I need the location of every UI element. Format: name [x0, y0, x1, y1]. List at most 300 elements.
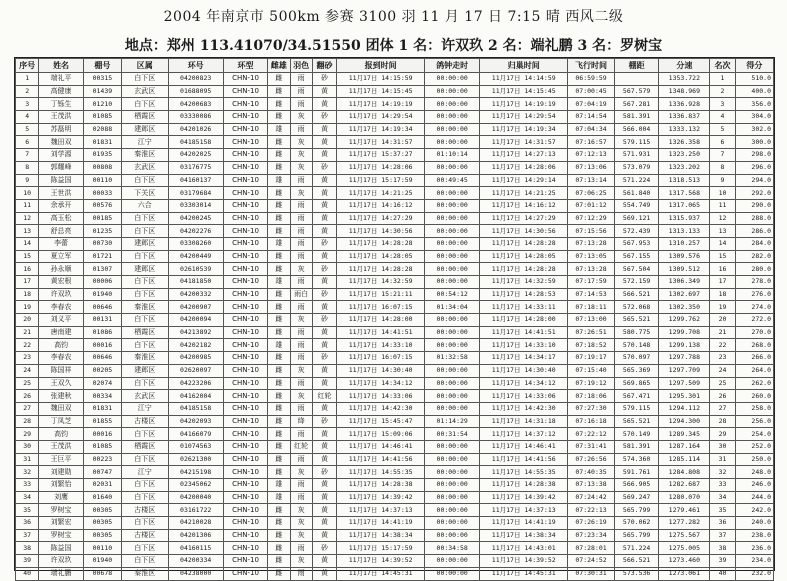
table-cell: 00:31:54 [425, 428, 480, 441]
table-cell: 07:13:05 [568, 250, 615, 263]
table-cell: 11月17日 14:42:30 [337, 402, 425, 415]
table-cell: 00:00:00 [425, 504, 480, 517]
table-cell: CHN-10 [223, 555, 268, 568]
table-cell: 294.0 [735, 174, 773, 187]
table-cell: 雨 [290, 174, 312, 187]
column-header: 棚距 [614, 59, 659, 73]
table-cell: 07:22:13 [568, 504, 615, 517]
table-cell: 01935 [83, 149, 121, 162]
table-cell: 4 [16, 111, 39, 124]
table-cell: CHN-10 [223, 339, 268, 352]
table-cell: 00:00:00 [425, 326, 480, 339]
table-cell: 雌 [268, 364, 290, 377]
table-cell: 白下区 [121, 428, 168, 441]
table-cell: CHN-10 [223, 415, 268, 428]
table-cell: 1302.697 [659, 288, 710, 301]
table-cell: CHN-10 [223, 377, 268, 390]
table-cell: 11月17日 14:41:56 [480, 453, 568, 466]
table-cell: 夏立军 [39, 250, 84, 263]
table-cell: CHN-10 [223, 123, 268, 136]
table-cell: 00110 [83, 174, 121, 187]
table-cell: 30 [710, 440, 735, 453]
table-cell: 03161722 [168, 504, 223, 517]
table-cell: 1273.061 [659, 567, 710, 580]
table-cell: 01940 [83, 288, 121, 301]
table-cell: 白下区 [121, 288, 168, 301]
table-cell: 11月17日 14:37:12 [480, 428, 568, 441]
table-cell: CHN-10 [223, 428, 268, 441]
table-cell: 02074 [83, 377, 121, 390]
table-cell: 11月17日 14:41:51 [480, 326, 568, 339]
table-cell: 567.504 [614, 263, 659, 276]
column-header: 名次 [710, 59, 735, 73]
table-cell: 黄 [312, 149, 336, 162]
table-cell: 18 [16, 288, 39, 301]
table-cell: 26 [710, 390, 735, 403]
table-cell: 07:15:40 [568, 364, 615, 377]
table-cell: 00:00:00 [425, 517, 480, 530]
table-cell: 雨 [290, 402, 312, 415]
table-cell: 11月17日 15:17:59 [337, 542, 425, 555]
table-cell: 11月17日 14:31:57 [480, 136, 568, 149]
table-cell: CHN-10 [223, 326, 268, 339]
table-cell: 7 [16, 149, 39, 162]
table-cell: 07:06:25 [568, 187, 615, 200]
table-header-row [16, 59, 774, 73]
table-cell: 12 [16, 212, 39, 225]
table-cell: 232.0 [735, 567, 773, 580]
table-cell: 雄 [268, 174, 290, 187]
table-cell: 29 [710, 428, 735, 441]
table-cell: 灰 [290, 149, 312, 162]
table-cell: 秦淮区 [121, 301, 168, 314]
table-cell: 雌 [268, 390, 290, 403]
table-cell: 11月17日 14:28:28 [337, 237, 425, 250]
table-cell: 砂 [312, 73, 336, 86]
table-cell: 07:26:19 [568, 517, 615, 530]
table-row [16, 123, 774, 136]
table-cell: 00:00:00 [425, 377, 480, 390]
table-cell: 11月17日 14:27:29 [337, 212, 425, 225]
table-cell: 04200040 [168, 491, 223, 504]
table-row [16, 504, 774, 517]
table-cell: 唐南建 [39, 326, 84, 339]
table-cell: 黄 [312, 517, 336, 530]
table-cell: 雨 [290, 453, 312, 466]
table-cell: 570.149 [614, 428, 659, 441]
table-cell: 刘繁宏 [39, 517, 84, 530]
table-cell: 04200823 [168, 73, 223, 86]
table-cell: 雌 [268, 377, 290, 390]
table-cell: 07:18:11 [568, 301, 615, 314]
table-cell: 江宁 [121, 466, 168, 479]
table-cell: 510.0 [735, 73, 773, 86]
table-cell: 1 [710, 73, 735, 86]
table-cell: CHN-10 [223, 440, 268, 453]
table-cell: 11月17日 14:29:54 [480, 111, 568, 124]
table-cell: 栖霞区 [121, 111, 168, 124]
table-cell: 565.521 [614, 415, 659, 428]
table-cell: 雨 [290, 377, 312, 390]
table-cell: 31 [710, 453, 735, 466]
table-cell: 01:10:14 [425, 149, 480, 162]
table-cell: 雌 [268, 111, 290, 124]
table-row [16, 237, 774, 250]
table-cell: CHN-10 [223, 111, 268, 124]
table-cell: 1280.070 [659, 491, 710, 504]
table-cell: 01940 [83, 555, 121, 568]
table-cell: 11月17日 14:28:28 [337, 263, 425, 276]
table-cell: 07:19:17 [568, 352, 615, 365]
table-cell: 江宁 [121, 402, 168, 415]
table-cell: 刘建勋 [39, 466, 84, 479]
table-cell: 07:13:00 [568, 314, 615, 327]
table-cell: 11月17日 14:31:18 [480, 415, 568, 428]
column-header: 鸽钟走时 [425, 59, 480, 73]
table-cell: 绛 [290, 415, 312, 428]
table-cell: 238.0 [735, 529, 773, 542]
table-cell: 01831 [83, 402, 121, 415]
table-cell: 1295.301 [659, 390, 710, 403]
table-cell: 11月17日 14:34:12 [337, 377, 425, 390]
table-cell: 雌 [268, 314, 290, 327]
table-cell: CHN-10 [223, 263, 268, 276]
column-header: 报到时间 [337, 59, 425, 73]
table-cell: 1336.928 [659, 98, 710, 111]
table-cell: 11月17日 15:37:27 [337, 149, 425, 162]
table-cell: CHN-10 [223, 517, 268, 530]
table-cell: CHN-10 [223, 250, 268, 263]
table-cell: 01439 [83, 85, 121, 98]
table-cell: 11月17日 14:45:31 [337, 567, 425, 580]
table-cell: 280.0 [735, 263, 773, 276]
table-cell: 00:00:00 [425, 187, 480, 200]
table-cell: 298.0 [735, 149, 773, 162]
table-cell: 魏田双 [39, 402, 84, 415]
table-cell: 00:00:00 [425, 276, 480, 289]
table-row [16, 174, 774, 187]
table-cell: CHN-10 [223, 199, 268, 212]
table-cell: 玄武区 [121, 390, 168, 403]
table-cell: 00646 [83, 352, 121, 365]
table-cell: 建邺区 [121, 263, 168, 276]
table-cell: 246.0 [735, 479, 773, 492]
table-cell: 17 [710, 276, 735, 289]
table-cell: 01:14:29 [425, 415, 480, 428]
table-cell: 11月17日 14:28:06 [337, 161, 425, 174]
table-row [16, 199, 774, 212]
table-cell: 1317.065 [659, 199, 710, 212]
table-cell: 高玉松 [39, 212, 84, 225]
table-cell: 00305 [83, 529, 121, 542]
table-row [16, 339, 774, 352]
page-title: 2004 年南京市 500km 参赛 3100 羽 11 月 17 日 7:15 晴 西风二级 [163, 9, 624, 25]
table-cell: 雨 [290, 542, 312, 555]
table-cell: CHN-10 [223, 352, 268, 365]
table-cell: 雌 [268, 440, 290, 453]
table-cell: 07:12:13 [568, 149, 615, 162]
table-cell: 570.097 [614, 352, 659, 365]
table-cell: 黄 [312, 339, 336, 352]
table-cell: 11月17日 14:41:19 [480, 517, 568, 530]
table-cell: 00223 [83, 453, 121, 466]
table-cell: 04201026 [168, 123, 223, 136]
table-cell: 雨 [290, 301, 312, 314]
table-cell: 11月17日 14:46:41 [480, 440, 568, 453]
table-cell: 39 [16, 555, 39, 568]
table-cell: 34 [710, 491, 735, 504]
table-cell: 07:30:31 [568, 567, 615, 580]
table-cell: 白下区 [121, 225, 168, 238]
table-cell: 561.840 [614, 187, 659, 200]
table-cell: 六合 [121, 199, 168, 212]
table-cell: 11月17日 14:19:34 [480, 123, 568, 136]
table-cell: 04200907 [168, 301, 223, 314]
table-cell: 雄 [268, 479, 290, 492]
table-cell: 00:00:00 [425, 479, 480, 492]
table-cell: 高钧 [39, 428, 84, 441]
table-cell: 252.0 [735, 440, 773, 453]
table-cell: 304.0 [735, 111, 773, 124]
table-cell: 雌 [268, 73, 290, 86]
table-cell: 白下区 [121, 73, 168, 86]
table-cell: 黄 [312, 199, 336, 212]
table-cell: 9 [710, 174, 735, 187]
table-cell: 20 [16, 314, 39, 327]
table-cell: CHN-10 [223, 288, 268, 301]
table-cell: 雄 [268, 237, 290, 250]
table-cell: 11月17日 14:28:28 [480, 237, 568, 250]
table-cell: 07:27:30 [568, 402, 615, 415]
table-cell: 王世洪 [39, 187, 84, 200]
table-cell: 黄 [312, 453, 336, 466]
table-cell: 00:00:00 [425, 111, 480, 124]
table-cell: 04202025 [168, 149, 223, 162]
table-row [16, 73, 774, 86]
table-cell: 黄宏根 [39, 276, 84, 289]
table-cell: 1285.114 [659, 453, 710, 466]
table-cell: 21 [16, 326, 39, 339]
table-cell: 11月17日 14:39:42 [480, 491, 568, 504]
table-cell: 248.0 [735, 466, 773, 479]
table-row [16, 85, 774, 98]
table-cell: 02621300 [168, 453, 223, 466]
table-cell: 00:00:00 [425, 199, 480, 212]
table-row [16, 529, 774, 542]
table-cell: 11月17日 14:29:54 [337, 111, 425, 124]
table-cell: 王茂洪 [39, 111, 84, 124]
table-row [16, 98, 774, 111]
table-cell: 244.0 [735, 491, 773, 504]
column-header: 棚号 [83, 59, 121, 73]
table-cell: 雨 [290, 339, 312, 352]
table-cell: CHN-10 [223, 85, 268, 98]
table-cell: 11月17日 14:28:38 [337, 479, 425, 492]
table-cell: 00:00:00 [425, 250, 480, 263]
table-cell: 00:00:00 [425, 440, 480, 453]
table-cell: 灰 [290, 517, 312, 530]
table-cell: 11月17日 14:30:56 [337, 225, 425, 238]
table-cell: 王茂洪 [39, 440, 84, 453]
table-cell: 06:59:59 [568, 73, 615, 86]
table-cell: 黄 [312, 428, 336, 441]
table-cell: 11月17日 14:30:40 [337, 364, 425, 377]
column-header: 归巢时间 [480, 59, 568, 73]
table-cell: 04223206 [168, 377, 223, 390]
table-cell: 王双久 [39, 377, 84, 390]
table-cell: 雌 [268, 187, 290, 200]
table-cell: 01085 [83, 440, 121, 453]
table-cell: 03308260 [168, 237, 223, 250]
table-cell: 黄 [312, 567, 336, 580]
table-cell: 01210 [83, 98, 121, 111]
table-cell: 雨 [290, 212, 312, 225]
table-cell: 雌 [268, 225, 290, 238]
table-cell: 雨 [290, 237, 312, 250]
table-cell: 15 [710, 250, 735, 263]
table-cell: 07:22:12 [568, 428, 615, 441]
table-cell: 11月17日 14:33:10 [480, 339, 568, 352]
table-cell: 34 [16, 491, 39, 504]
table-cell: 白下区 [121, 250, 168, 263]
table-cell: 07:18:52 [568, 339, 615, 352]
table-cell: 玄武区 [121, 85, 168, 98]
table-cell: 灰 [290, 187, 312, 200]
table-cell: 1 [16, 73, 39, 86]
table-cell: 33 [710, 479, 735, 492]
table-cell: 566.521 [614, 288, 659, 301]
table-cell: 571.931 [614, 149, 659, 162]
table-cell: 11月17日 14:38:34 [480, 529, 568, 542]
table-cell: 11月17日 14:15:45 [337, 85, 425, 98]
table-cell: 04210028 [168, 517, 223, 530]
table-cell: 8 [16, 161, 39, 174]
table-cell: 00185 [83, 212, 121, 225]
table-cell: 01855 [83, 415, 121, 428]
table-cell: 砂 [312, 542, 336, 555]
table-cell: 11月17日 14:55:35 [480, 466, 568, 479]
table-cell: 黄 [312, 326, 336, 339]
table-cell: 00:00:00 [425, 364, 480, 377]
table-cell: 00305 [83, 504, 121, 517]
table-cell: 砂 [312, 352, 336, 365]
table-cell: 01831 [83, 136, 121, 149]
table-cell: 雨 [290, 250, 312, 263]
table-cell: 11月17日 16:07:15 [337, 301, 425, 314]
table-cell: 11月17日 15:45:47 [337, 415, 425, 428]
table-row [16, 111, 774, 124]
table-cell: 284.0 [735, 237, 773, 250]
table-cell: 1299.708 [659, 326, 710, 339]
table-cell: 白下区 [121, 491, 168, 504]
table-cell: 刘学源 [39, 149, 84, 162]
table-cell: 雌 [268, 263, 290, 276]
table-cell: 11月17日 15:17:59 [337, 174, 425, 187]
table-cell: 04160115 [168, 542, 223, 555]
table-cell: 242.0 [735, 504, 773, 517]
table-cell: 11月17日 14:28:06 [480, 161, 568, 174]
table-cell: 296.0 [735, 161, 773, 174]
table-cell: 07:13:38 [568, 479, 615, 492]
table-cell: 07:24:42 [568, 491, 615, 504]
table-cell: 03176775 [168, 161, 223, 174]
table-cell: 黄 [312, 555, 336, 568]
column-header: 得分 [735, 59, 773, 73]
table-cell: 1313.133 [659, 225, 710, 238]
table-cell: 黄 [312, 529, 336, 542]
table-cell: 554.749 [614, 199, 659, 212]
table-cell: 11月17日 14:28:38 [480, 479, 568, 492]
table-cell: 11月17日 14:55:35 [337, 466, 425, 479]
table-cell: 11月17日 14:16:12 [480, 199, 568, 212]
table-cell: 灰 [290, 263, 312, 276]
table-cell [614, 73, 659, 86]
table-cell: 建邺区 [121, 364, 168, 377]
table-cell: 白下区 [121, 542, 168, 555]
table-cell: 下关区 [121, 187, 168, 200]
table-cell: 565.369 [614, 364, 659, 377]
table-cell: 砂 [312, 263, 336, 276]
table-cell: 23 [710, 352, 735, 365]
table-row [16, 250, 774, 263]
table-cell: 19 [16, 301, 39, 314]
table-cell: 雌 [268, 402, 290, 415]
table-cell: 11月17日 14:19:34 [337, 123, 425, 136]
table-cell: 14 [16, 237, 39, 250]
table-cell: 1309.576 [659, 250, 710, 263]
table-cell: 3 [16, 98, 39, 111]
table-cell: 灰 [290, 161, 312, 174]
table-cell: 1353.722 [659, 73, 710, 86]
table-cell: 00:34:58 [425, 542, 480, 555]
table-cell: 282.0 [735, 250, 773, 263]
table-cell: CHN-10 [223, 174, 268, 187]
table-cell: 11月17日 14:39:42 [337, 491, 425, 504]
table-cell: 砂 [312, 161, 336, 174]
table-cell: 刘繁怡 [39, 479, 84, 492]
table-cell: 11月17日 14:27:13 [480, 149, 568, 162]
table-cell: 雨 [290, 85, 312, 98]
table-cell: 雌 [268, 250, 290, 263]
table-row [16, 161, 774, 174]
table-cell: 雨 [290, 73, 312, 86]
table-cell: 许双玖 [39, 555, 84, 568]
table-cell: 33 [16, 479, 39, 492]
table-cell: 雨白 [290, 288, 312, 301]
table-cell: 00:00:00 [425, 136, 480, 149]
table-cell: 01085 [83, 111, 121, 124]
table-cell: 罗树宝 [39, 529, 84, 542]
table-cell: 1289.345 [659, 428, 710, 441]
table-cell: 11 [710, 199, 735, 212]
table-cell: 灰 [290, 136, 312, 149]
table-cell: 6 [710, 136, 735, 149]
table-row [16, 428, 774, 441]
table-cell: 1333.132 [659, 123, 710, 136]
table-cell: 27 [16, 402, 39, 415]
table-cell: 11月17日 14:33:10 [337, 339, 425, 352]
table-cell: 9 [16, 174, 39, 187]
table-cell: 14 [710, 237, 735, 250]
table-cell: 02610539 [168, 263, 223, 276]
table-cell: 04181850 [168, 276, 223, 289]
table-cell: 22 [710, 339, 735, 352]
table-cell: 00:00:00 [425, 390, 480, 403]
table-cell: 白下区 [121, 339, 168, 352]
table-cell: 00:00:00 [425, 402, 480, 415]
table-cell: 丁凤芝 [39, 415, 84, 428]
table-cell: 572.159 [614, 276, 659, 289]
